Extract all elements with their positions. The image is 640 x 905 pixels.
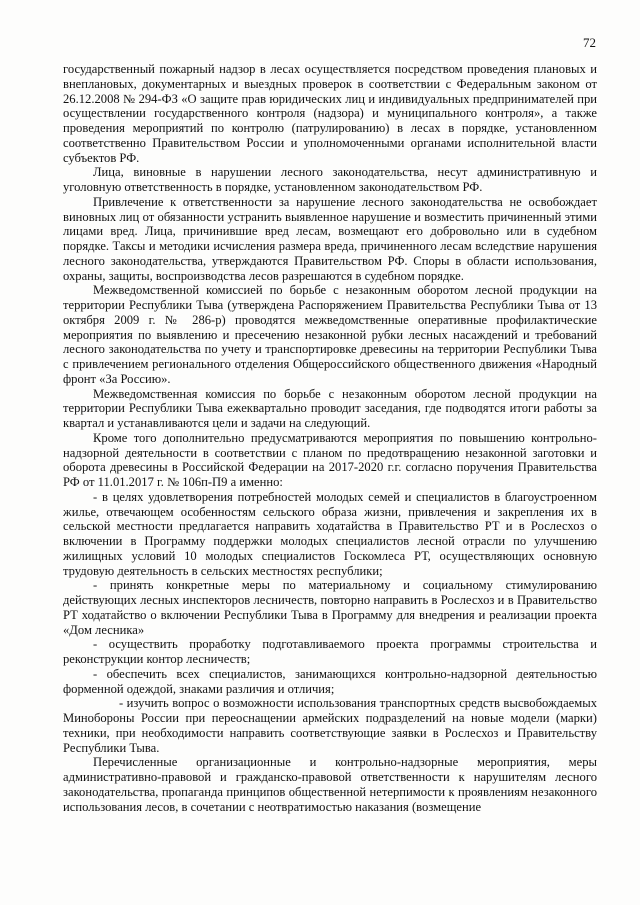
document-body bbox=[63, 62, 597, 814]
page-number: 72 bbox=[583, 35, 596, 50]
list-item: - в целях удовлетворения потребностей молодых семей и специалистов в благоустроенном жилье, отвечающем особенностям сельского образа жизни, привлечения и закрепления их в сельской местности предлагается направить ходатайства в Правительство РТ и в Рослесхоз о включении в Программу поддержки молодых специалистов лесной отрасли по улучшению жилищных условий 10 молодых специалистов Госкомлеса РТ, осуществляющих основную трудовую деятельность в сельских местностях республики; bbox=[63, 489, 597, 578]
paragraph: Привлечение к ответственности за нарушение лесного законодательства не освобождает виновных лиц от обязанности устранить выявленное нарушение и возместить причиненный этими лицами вред. Лица, причинившие вред лесам, возмещают его добровольно или в судебном порядке. Таксы и методики исчисления размера вреда, причиненного лесам вследствие нарушения лесного законодательства, утверждаются Правительством РФ. Споры в области использования, охраны, защиты, воспроизводства лесов разрешаются в судебном порядке. bbox=[63, 194, 597, 283]
list-item: - изучить вопрос о возможности использования транспортных средств высвобождаемых Минобороны России при переоснащении армейских подразделений на новые модели (марки) техники, при необходимости направить соответствующие заявки в Рослесхоз и Правительству Республики Тыва. bbox=[63, 696, 597, 755]
paragraph: Лица, виновные в нарушении лесного законодательства, несут административную и уголовную ответственность в порядке, установленном законодательством РФ. bbox=[63, 165, 597, 194]
paragraph: Межведомственная комиссия по борьбе с незаконным оборотом лесной продукции на территории Республики Тыва ежеквартально проводит заседания, где подводятся итоги работы за квартал и устанавливаются цели и задачи на следующий. bbox=[63, 386, 597, 430]
paragraph: государственный пожарный надзор в лесах осуществляется посредством проведения плановых и внеплановых, документарных и выездных проверок в соответствии с Федеральным законом от 26.12.2008 № 294-ФЗ «О защите прав юридических лиц и индивидуальных предпринимателей при осуществлении государственного контроля (надзора) и муниципального контроля», а также проведения мероприятий по контролю (патрулированию) в лесах в порядке, установленном соответственно Правительством России и уполномоченными органами исполнительной власти субъектов РФ. bbox=[63, 62, 597, 165]
list-item: - принять конкретные меры по материальному и социальному стимулированию действующих лесных инспекторов лесничеств, повторно направить в Рослесхоз и в Правительство РТ ходатайство о включении Республики Тыва в Программу для внедрения и реализации проекта «Дом лесника» bbox=[63, 578, 597, 637]
paragraph: Межведомственной комиссией по борьбе с незаконным оборотом лесной продукции на территории Республики Тыва (утверждена Распоряжением Правительства Республики Тыва от 13 октября 2009 г. № 286-р) проводятся межведомственные оперативные профилактические мероприятия по выявлению и пресечению незаконной рубки лесных насаждений и требований лесного законодательства по учету и транспортировке древесины на территории Республики Тыва с привлечением регионального отделения Общероссийского общественного движения «Народный фронт «За Россию». bbox=[63, 283, 597, 386]
paragraph: Кроме того дополнительно предусматриваются мероприятия по повышению контрольно-надзорной деятельности в соответствии с планом по предотвращению незаконной заготовки и оборота древесины в Российской Федерации на 2017-2020 г.г. согласно поручения Правительства РФ от 11.01.2017 г. № 106п-П9 а именно: bbox=[63, 430, 597, 489]
list-item: - обеспечить всех специалистов, занимающихся контрольно-надзорной деятельностью форменной одеждой, знаками различия и отличия; bbox=[63, 666, 597, 696]
list-item: - осуществить проработку подготавливаемого проекта программы строительства и реконструкции контор лесничеств; bbox=[63, 637, 597, 666]
paragraph: Перечисленные организационные и контрольно-надзорные мероприятия, меры административно-правовой и гражданско-правовой ответственности к нарушителям лесного законодательства, пропаганда принципов общественной нетерпимости к проявлениям незаконного использования лесов, в сочетании с неотвратимостью наказания (возмещение bbox=[63, 755, 597, 814]
